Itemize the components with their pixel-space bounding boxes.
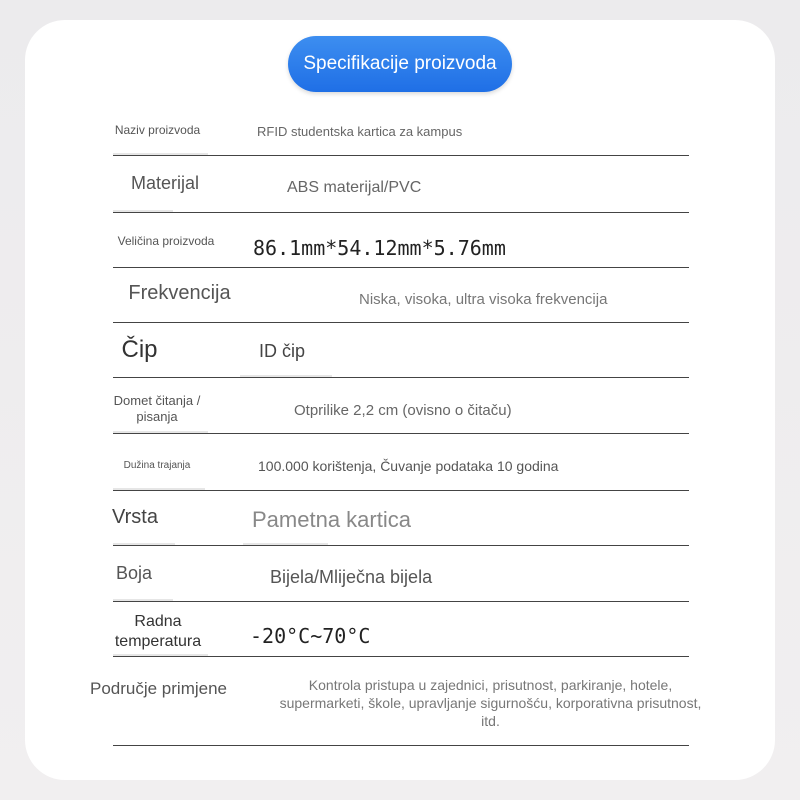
spec-label-name: Naziv proizvoda [114,123,201,137]
spec-label-color: Boja [115,563,153,583]
spec-label-durability: Dužina trajanja [123,460,191,471]
divider [113,545,689,546]
divider [113,212,689,213]
spec-label-chip: Čip [121,336,158,363]
divider [113,377,689,378]
spec-label-temperature: Radna temperatura [114,613,202,650]
spec-value-read-range: Otprilike 2,2 cm (ovisno o čitaču) [294,402,512,419]
spec-value-frequency: Niska, visoka, ultra visoka frekvencija [359,291,608,308]
spec-label-material: Materijal [130,173,200,193]
divider [113,601,689,602]
divider [113,745,689,746]
spec-value-application: Kontrola pristupa u zajednici, prisutnost, parkiranje, hotele, supermarketi, škole, upravljanje sigurnošću, korporativna prisutnost, itd. [279,677,702,729]
spec-value-temperature: -20°C~70°C [250,624,371,648]
divider [113,490,689,491]
spec-value-chip: ID čip [259,341,306,361]
spec-value-color: Bijela/Mliječna bijela [270,567,433,587]
spec-label-frequency: Frekvencija [128,282,231,304]
divider [113,656,689,657]
spec-label-size: Veličina proizvoda [117,234,215,248]
divider [113,433,689,434]
spec-label-type: Vrsta [112,506,158,528]
divider [113,267,689,268]
spec-value-material: ABS materijal/PVC [287,179,422,196]
spec-label-read-range: Domet čitanja / pisanja [113,393,201,424]
spec-value-size: 86.1mm*54.12mm*5.76mm [253,236,506,260]
spec-label-application: Područje primjene [89,679,227,698]
spec-value-name: RFID studentska kartica za kampus [257,124,463,139]
divider [113,155,689,156]
divider [113,322,689,323]
spec-value-type: Pametna kartica [252,507,411,532]
spec-value-durability: 100.000 korištenja, Čuvanje podataka 10 godina [258,458,559,474]
page-title: Specifikacije proizvoda [288,36,512,92]
